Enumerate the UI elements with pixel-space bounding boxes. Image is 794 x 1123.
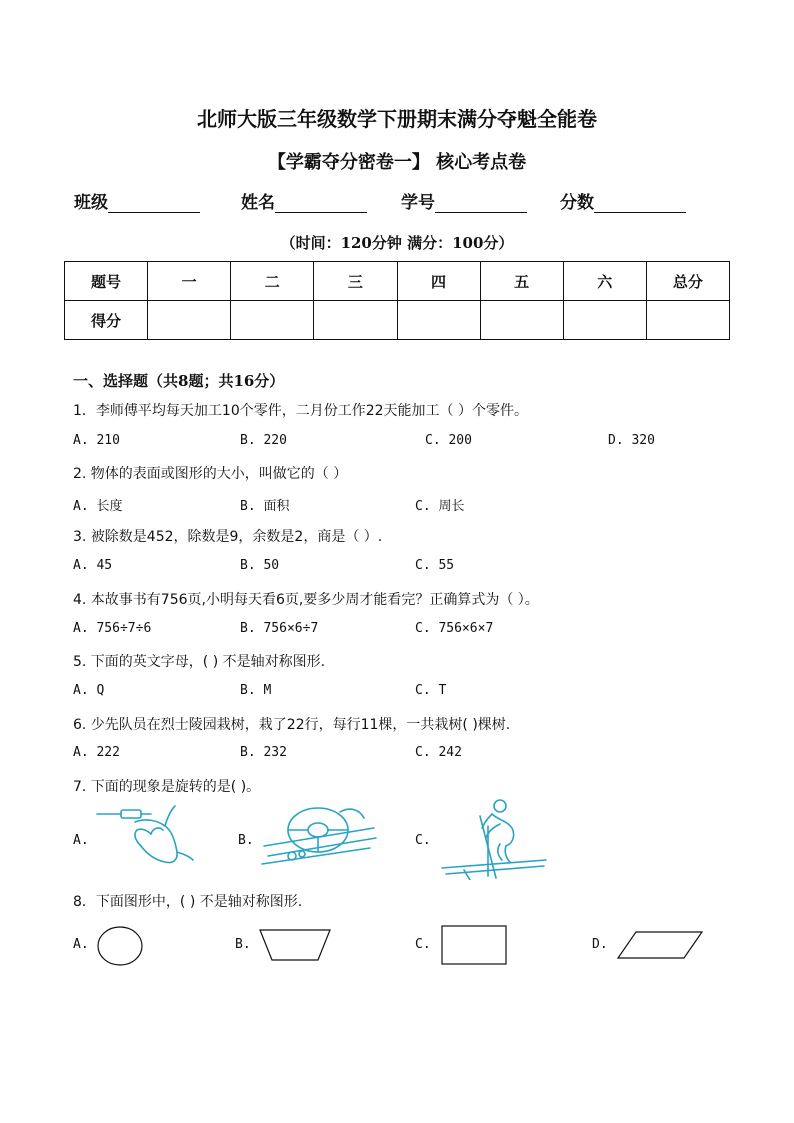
time-line: （时间：120分钟 满分：100分）	[280, 234, 514, 252]
document-title: 北师大版三年级数学下册期末满分夺魁全能卷	[197, 107, 597, 131]
score-cell[interactable]	[646, 301, 729, 340]
syringe-hand-icon	[95, 800, 195, 868]
parallelogram-shape-icon	[616, 930, 704, 960]
option[interactable]: A.	[73, 833, 89, 848]
score-cell[interactable]	[563, 301, 646, 340]
question-5: 5. 下面的英文字母，( ) 不是轴对称图形.	[73, 654, 326, 670]
info-name: 姓名	[241, 188, 367, 213]
info-number: 学号	[401, 188, 527, 213]
option[interactable]: A. 756÷7÷6	[73, 621, 152, 636]
document-subtitle: 【学霸夺分密卷一】 核心考点卷	[267, 152, 527, 173]
option[interactable]: B. 面积	[240, 499, 290, 514]
option[interactable]: D.	[592, 937, 608, 952]
name-blank[interactable]	[275, 195, 367, 213]
option[interactable]: A. Q	[73, 683, 105, 698]
question-7: 7. 下面的现象是旋转的是( )。	[73, 779, 261, 795]
option[interactable]: B. 50	[240, 558, 280, 573]
option[interactable]: A. 45	[73, 558, 113, 573]
option[interactable]: A. 长度	[73, 499, 123, 514]
option[interactable]: C.	[415, 937, 431, 952]
option[interactable]: B.	[238, 833, 254, 848]
info-score: 分数	[560, 188, 686, 213]
trapezoid-shape-icon	[258, 928, 332, 962]
circle-shape-icon	[96, 925, 144, 967]
score-cell[interactable]	[480, 301, 563, 340]
option[interactable]: B. 220	[240, 433, 287, 448]
option[interactable]: B. M	[240, 683, 272, 698]
option[interactable]: C. T	[415, 683, 447, 698]
score-blank[interactable]	[594, 195, 686, 213]
info-class: 班级	[74, 188, 200, 213]
table-row: 得分	[65, 301, 730, 340]
option[interactable]: C. 周长	[415, 499, 465, 514]
option[interactable]: B.	[235, 937, 251, 952]
option[interactable]: C.	[415, 833, 431, 848]
skier-icon	[440, 798, 548, 880]
option[interactable]: D. 320	[608, 433, 655, 448]
table-row: 题号 一 二 三 四 五 六 总分	[65, 262, 730, 301]
option[interactable]: A. 210	[73, 433, 120, 448]
question-3: 3. 被除数是452，除数是9，余数是2，商是（ ）.	[73, 529, 383, 545]
rectangle-shape-icon	[440, 924, 508, 966]
option[interactable]: C. 55	[415, 558, 455, 573]
option[interactable]: A.	[73, 937, 89, 952]
score-cell[interactable]	[148, 301, 231, 340]
option[interactable]: A. 222	[73, 745, 120, 760]
score-table	[64, 261, 730, 340]
question-4: 4. 本故事书有756页,小明每天看6页,要多少周才能看完？正确算式为（ ）。	[73, 592, 539, 608]
option[interactable]: C. 200	[425, 433, 472, 448]
option[interactable]: B. 756×6÷7	[240, 621, 319, 636]
option[interactable]: B. 232	[240, 745, 287, 760]
option[interactable]: C. 756×6×7	[415, 621, 494, 636]
option[interactable]: C. 242	[415, 745, 462, 760]
question-8: 8．下面图形中，( ) 不是轴对称图形.	[73, 894, 303, 910]
score-cell[interactable]	[314, 301, 397, 340]
class-blank[interactable]	[108, 195, 200, 213]
steering-wheel-icon	[260, 798, 378, 870]
question-6: 6. 少先队员在烈士陵园栽树，栽了22行，每行11棵，一共栽树( )棵树.	[73, 717, 511, 733]
number-blank[interactable]	[435, 195, 527, 213]
score-cell[interactable]	[397, 301, 480, 340]
score-cell[interactable]	[231, 301, 314, 340]
question-1: 1．李师傅平均每天加工10个零件，二月份工作22天能加工（ ）个零件。	[73, 403, 528, 419]
question-2: 2. 物体的表面或图形的大小，叫做它的（ ）	[73, 466, 348, 482]
section-title: 一、选择题（共8题；共16分）	[73, 372, 285, 390]
